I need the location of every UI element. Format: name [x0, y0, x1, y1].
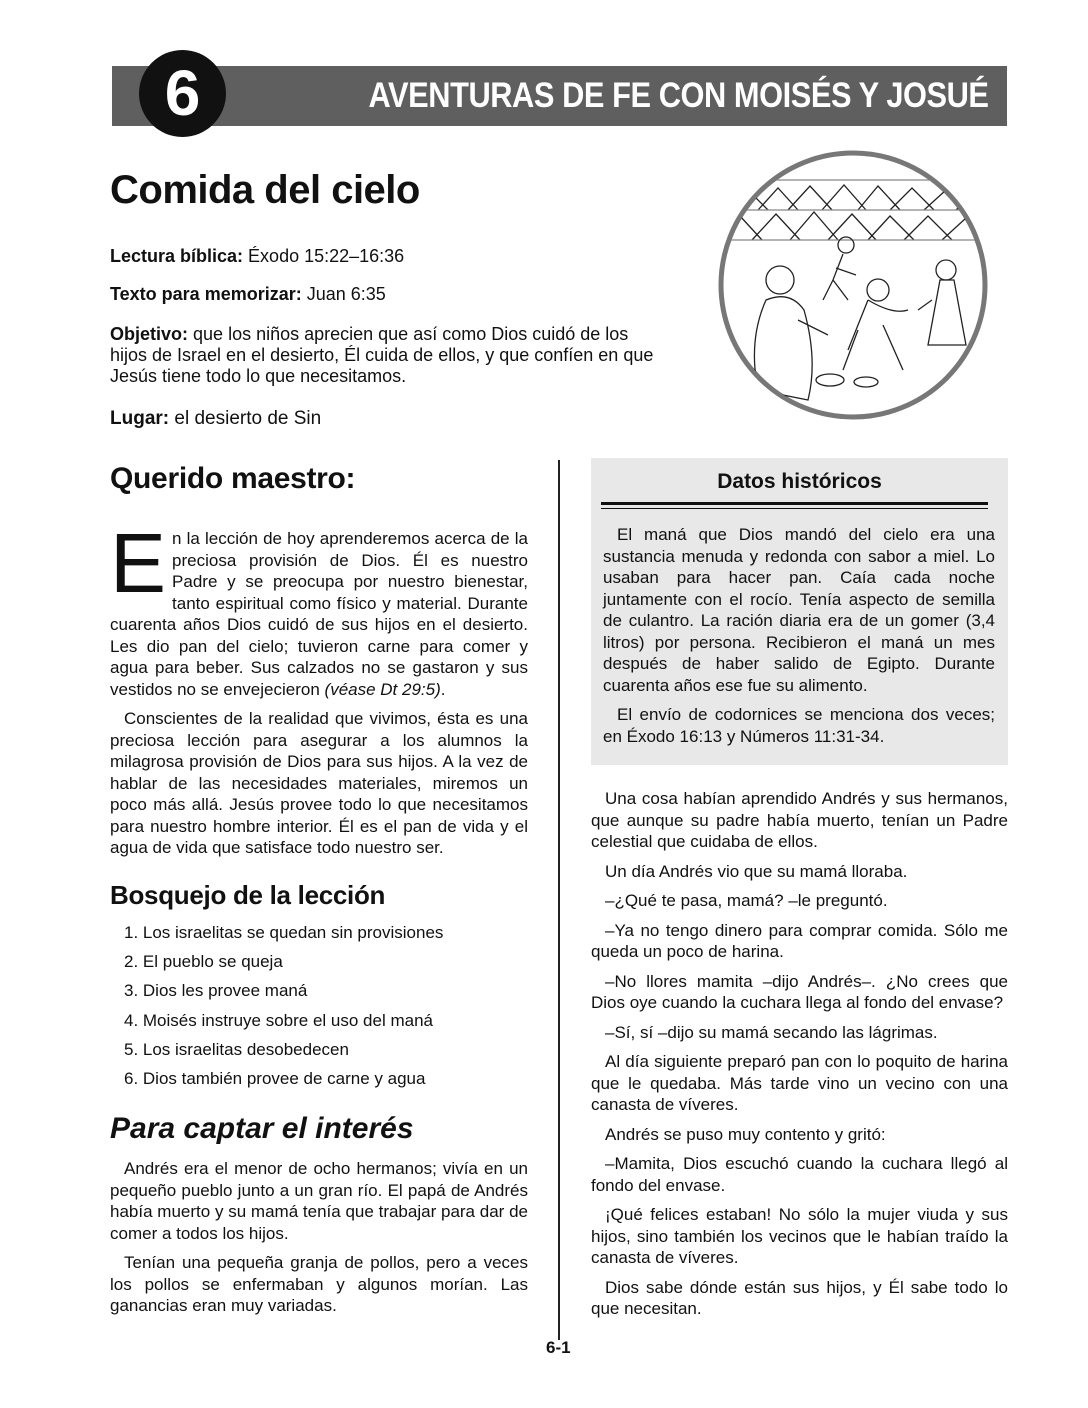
story-paragraph: –Ya no tengo dinero para comprar comida. Sólo me queda un poco de harina.: [591, 920, 1008, 961]
unit-banner: [112, 66, 1007, 126]
history-body: [603, 524, 995, 755]
scripture-reference: (véase Dt 29:5): [324, 679, 441, 699]
list-item: 6. Dios también provee de carne y agua: [124, 1068, 426, 1088]
teacher-paragraph-1: En la lección de hoy aprenderemos acerca de la preciosa provisión de Dios. Él es nuestro Padre y se preocupa por nuestro bienestar, tanto espiritual como físico y material. Durante cuarenta años Dios cuidó de sus hijos en el desierto. Les dio pan del cielo; tuvieron carne para comer y agua para beber. Sus calzados no se gastaron y sus vestidos no se envejecieron (véase Dt 29:5).: [110, 516, 528, 699]
column-divider: [558, 460, 560, 1340]
story-paragraph: –Sí, sí –dijo su mamá secando las lágrimas.: [605, 1022, 938, 1042]
list-item: 3. Dios les provee maná: [124, 981, 308, 1001]
title-rule-thin: [601, 508, 988, 509]
story-paragraph: Andrés se puso muy contento y gritó:: [605, 1124, 886, 1144]
history-box: [591, 458, 1008, 765]
objective-line: [110, 324, 670, 387]
place-line: [110, 408, 321, 429]
interest-paragraph-1: Andrés era el menor de ocho hermanos; vivía en un pequeño pueblo junto a un gran río. El papá de Andrés había muerto y su mamá tenía que trabajar para dar de comer a todos los hijos.: [110, 1159, 528, 1243]
history-paragraph-2: El envío de codornices se menciona dos veces; en Éxodo 16:13 y Números 11:31-34.: [603, 705, 995, 746]
place-label: Lugar:: [110, 408, 170, 429]
interest-section: [110, 1158, 528, 1325]
list-item: 4. Moisés instruye sobre el uso del maná: [124, 1010, 433, 1030]
unit-number-badge: 6: [139, 50, 226, 137]
history-title: Datos históricos: [717, 470, 882, 493]
lesson-title: Comida del cielo: [110, 168, 420, 212]
teacher-intro: [110, 516, 528, 867]
memory-verse-line: [110, 284, 386, 305]
teacher-heading: Querido maestro:: [110, 462, 356, 495]
drop-cap: E: [110, 516, 167, 610]
story-paragraph: ¡Qué felices estaban! No sólo la mujer viuda y sus hijos, sino también los vecinos que le habían traído la canasta de víveres.: [591, 1205, 1008, 1267]
title-rule: [601, 502, 988, 505]
manna-gathering-illustration: [718, 150, 988, 420]
objective-label: Objetivo:: [110, 324, 189, 344]
lesson-outline: [124, 922, 443, 1097]
reading-value: Éxodo 15:22–16:36: [248, 246, 405, 266]
place-value: el desierto de Sin: [174, 408, 322, 429]
memory-label: Texto para memorizar:: [110, 284, 302, 304]
story-section: [591, 788, 1008, 1328]
memory-value: Juan 6:35: [306, 284, 386, 304]
story-paragraph: –¿Qué te pasa, mamá? –le preguntó.: [605, 891, 888, 910]
story-paragraph: –No llores mamita –dijo Andrés–. ¿No crees que Dios oye cuando la cuchara llega al fondo del envase?: [591, 971, 1008, 1012]
objective-value: que los niños aprecien que así como Dios cuidó de los hijos de Israel en el desierto, Él cuida de ellos, y que confíen en que Jesús tiene todo lo que necesitamos.: [110, 324, 654, 386]
story-paragraph: –Mamita, Dios escuchó cuando la cuchara llegó al fondo del envase.: [591, 1154, 1008, 1195]
teacher-paragraph-2: Conscientes de la realidad que vivimos, ésta es una preciosa lección para asegurar a los alumnos la milagrosa provisión de Dios para sus hijos. A la vez de hablar de las necesidades materiales, miremos un poco más allá. Jesús provee todo lo que necesitamos para nuestro hombre interior. Él es el pan de vida y el agua de vida que satisface todo nuestro ser.: [110, 709, 528, 857]
story-paragraph: Al día siguiente preparó pan con lo poquito de harina que le quedaba. Más tarde vino un vecino con una canasta de víveres.: [591, 1052, 1008, 1114]
story-paragraph: Dios sabe dónde están sus hijos, y Él sabe todo lo que necesitan.: [591, 1277, 1008, 1318]
history-paragraph-1: El maná que Dios mandó del cielo era una sustancia menuda y redonda con sabor a miel. Lo usaban para hacer pan. Caía cada noche juntamente con el rocío. Tenía aspecto de semilla de culantro. La ración diaria era de un gomer (3,4 litros) por persona. Recibieron el maná un mes después de haber salido de Egipto. Durante cuarenta años ese fue su alimento.: [603, 525, 995, 695]
story-paragraph: Una cosa habían aprendido Andrés y sus hermanos, que aunque su padre había muerto, tenían un Padre celestial que cuidaba de ellos.: [591, 789, 1008, 851]
interest-heading: Para captar el interés: [110, 1112, 414, 1145]
list-item: 2. El pueblo se queja: [124, 952, 283, 972]
page-number: 6-1: [546, 1338, 571, 1357]
list-item: 5. Los israelitas desobedecen: [124, 1039, 349, 1059]
story-paragraph: Un día Andrés vio que su mamá lloraba.: [605, 861, 908, 881]
outline-heading: Bosquejo de la lección: [110, 880, 386, 910]
list-item: 1. Los israelitas se quedan sin provisiones: [124, 923, 444, 942]
reading-line: [110, 246, 404, 267]
interest-paragraph-2: Tenían una pequeña granja de pollos, pero a veces los pollos se enfermaban y algunos morían. Las ganancias eran muy variadas.: [110, 1253, 528, 1315]
unit-title: AVENTURAS DE FE CON MOISÉS Y JOSUÉ: [368, 76, 989, 115]
reading-label: Lectura bíblica:: [110, 246, 244, 266]
